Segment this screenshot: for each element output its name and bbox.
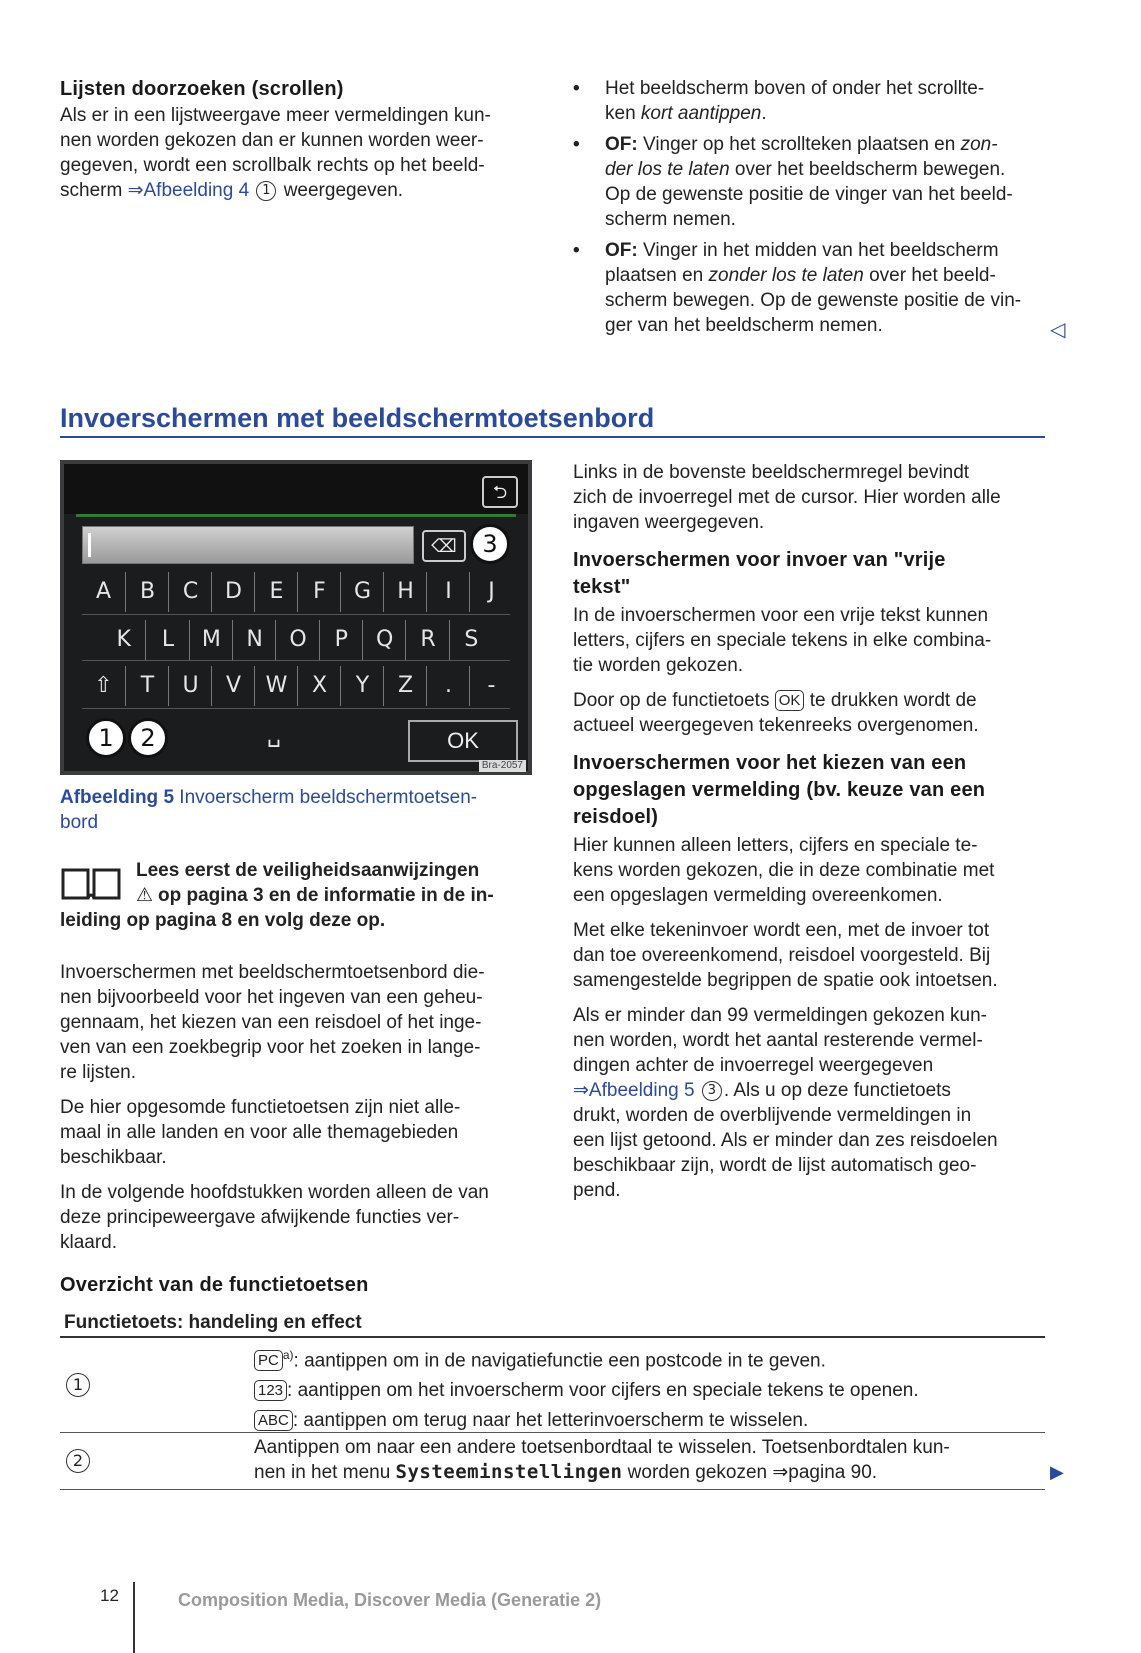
figure-caption: Afbeelding 5 Invoerscherm beeldschermtoetsen- bord [60,787,478,833]
caption-label: Afbeelding 5 [60,787,175,808]
row-number-cell: 2 [60,1433,254,1489]
key-5[interactable]: F [297,572,341,612]
key-8[interactable]: S [449,620,493,660]
input-line[interactable] [82,526,414,564]
figure-ref-code: Bra-2057 [479,760,526,772]
screen-top-bar [64,464,528,514]
row-divider [82,708,510,709]
key-9[interactable]: - [469,666,513,706]
bullet-dot-icon: • [573,78,580,99]
right-top-block [573,76,1043,338]
warning-icon: ⚠ [136,885,154,906]
123-key: 123 [254,1380,287,1401]
key-2[interactable]: M [189,620,233,660]
figure-4-link[interactable]: ⇒Afbeelding 4 [127,180,250,201]
right-body [573,460,1053,1203]
key-7[interactable]: H [383,572,427,612]
paragraph: De hier opgesomde functietoetsen zijn niet alle- maal in alle landen en voor alle themagebieden beschikbaar. [60,1097,461,1168]
page-number: 12 [100,1586,119,1605]
callout-3: 3 [470,524,510,564]
key-0[interactable]: A [95,579,112,604]
row-description-cell: PC $^{a)}$: aantippen om in de navigatiefunctie een postcode in te geven. 123 : aantippen om het invoerscherm voor cijfers en speciale tekens te openen. ABC : aantippen om terug naar het letterinvoerscherm te wisselen. [254,1338,1045,1432]
key-4[interactable]: W [254,666,298,706]
green-divider [76,514,516,517]
heading-free-text: Invoerschermen voor invoer van "vrije tekst" [573,549,946,598]
row-divider [82,614,510,615]
key-1[interactable]: T [125,666,169,706]
bullet-item: • OF: Vinger op het scrollteken plaatsen en zon- der los te laten over het beeldscherm bewegen. Op de gewenste positie de vinger van het beeld- scherm nemen. [573,134,1013,230]
paragraph: In de volgende hoofdstukken worden alleen de van deze principeweergave afwijkende functies ver- klaard. [60,1182,489,1253]
safety-note: Lees eerst de veiligheidsaanwijzingen ⚠ op pagina 3 en de informatie in de in- leiding op pagina 8 en volg deze op. [60,860,494,931]
backspace-icon[interactable]: ⌫ [422,530,466,562]
callout-1[interactable]: 1 [86,718,126,758]
callout-2[interactable]: 2 [128,718,168,758]
key-1[interactable]: L [145,620,189,660]
text-line: nen worden gekozen dan er kunnen worden weer- [60,130,484,151]
table-row [60,1338,1045,1433]
key-8[interactable]: I [426,572,470,612]
bullet-dot-icon: • [573,134,580,155]
key-3[interactable]: D [211,572,255,612]
text-line: scherm ⇒Afbeelding 4 1 weergegeven. [60,180,404,201]
table-row [60,1433,1045,1490]
paragraph: In de invoerschermen voor een vrije tekst kunnen letters, cijfers en speciale tekens in elke combina- tie worden gekozen. [573,605,992,676]
paragraph: Door op de functietoets OK te drukken wordt de actueel weergegeven tekenreeks overgenomen. [573,690,979,736]
key-6[interactable]: Y [340,666,384,706]
table-header: Functietoets: handeling en effect [60,1310,1045,1338]
paragraph: Links in de bovenste beeldschermregel bevindt zich de invoerregel met de cursor. Hier worden alle ingaven weergegeven. [573,462,1001,533]
key-6[interactable]: Q [362,620,406,660]
book-icon [60,862,122,902]
abc-key: ABC [254,1410,293,1431]
key-1[interactable]: B [125,572,169,612]
pc-key: PC [254,1350,283,1371]
row-divider [82,660,510,661]
heading-saved-entry: Invoerschermen voor het kiezen van een opgeslagen vermelding (bv. keuze van een reisdoel) [573,752,986,828]
key-3[interactable]: N [232,620,276,660]
key-7[interactable]: R [405,620,449,660]
key-3[interactable]: V [211,666,255,706]
callout-1-ref: 1 [256,181,276,201]
row-number-cell: 1 [60,1338,254,1432]
key-6[interactable]: G [340,572,384,612]
callout-3-ref: 3 [702,1081,722,1101]
ok-button[interactable]: OK [408,720,518,762]
key-2[interactable]: C [168,572,212,612]
key-0[interactable]: K [116,627,131,652]
key-8[interactable]: . [426,666,470,706]
bullet-dot-icon: • [573,240,580,261]
heading-scrollen: Lijsten doorzoeken (scrollen) [60,78,344,100]
figure-5-link[interactable]: ⇒Afbeelding 5 [573,1080,695,1101]
key-0[interactable]: ⇧ [94,673,113,698]
overview-heading: Overzicht van de functietoetsen [60,1274,369,1296]
bullet-item: • Het beeldscherm boven of onder het scrollte- ken kort aantippen. [573,78,985,124]
function-key-table [60,1310,1045,1490]
text-cursor [88,533,91,557]
row-description-cell: Aantippen om naar een andere toetsenbordtaal te wisselen. Toetsenbordtalen kun- nen in het menu Systeeminstellingen worden gekozen ⇒pagina 90. [254,1437,950,1483]
left-top-block [60,76,545,203]
space-key[interactable]: ␣ [267,723,281,748]
text-line: gegeven, wordt een scrollbalk rechts op het beeld- [60,155,485,176]
section-end-icon: ◁ [1050,319,1066,341]
text-line: Als er in een lijstweergave meer vermeldingen kun- [60,105,491,126]
paragraph: Hier kunnen alleen letters, cijfers en speciale te- kens worden gekozen, die in deze combinatie met een opgeslagen vermelding overeenkomen. [573,835,995,906]
back-arrow-icon[interactable]: ⮌ [482,476,518,508]
footer-divider [133,1582,135,1653]
section-title: Invoerschermen met beeldschermtoetsenbord [60,400,1045,438]
key-7[interactable]: Z [383,666,427,706]
key-9[interactable]: J [469,572,513,612]
key-5[interactable]: X [297,666,341,706]
key-2[interactable]: U [168,666,212,706]
menu-name: Systeeminstellingen [395,1461,623,1483]
key-5[interactable]: P [319,620,363,660]
paragraph: Met elke tekeninvoer wordt een, met de invoer tot dan toe overeenkomend, reisdoel voorgesteld. Bij samengestelde begrippen de spatie ook intoetsen. [573,920,998,991]
ok-key-ref: OK [775,690,805,711]
left-body [60,960,545,1255]
paragraph: Invoerschermen met beeldschermtoetsenbord die- nen bijvoorbeeld voor het ingeven van een geheu- gennaam, het kiezen van een reisdoel of het inge- ven van een zoekbegrip voor het zoeken in lange- re lijsten. [60,962,485,1083]
key-4[interactable]: O [275,620,319,660]
footer-title: Composition Media, Discover Media (Generatie 2) [178,1590,602,1610]
keyboard-screen-figure [60,460,532,775]
bullet-item: • OF: Vinger in het midden van het beeldscherm plaatsen en zonder los te laten over het beeld- scherm bewegen. Op de gewenste positie de vin- ger van het beeldscherm nemen. [573,240,1022,336]
paragraph: Als er minder dan 99 vermeldingen gekozen kun- nen worden, wordt het aantal resterende vermel- dingen achter de invoerregel weergegeven ⇒Afbeelding 5 3 . Als u op deze functietoets drukt, worden de overblijvende vermeldingen in een lijst getoond. Als er minder dan zes reisdoelen beschikbaar zijn, wordt de lijst automatisch geo- pend. [573,1005,998,1201]
key-4[interactable]: E [254,572,298,612]
continue-icon: ▶ [1050,1462,1064,1482]
